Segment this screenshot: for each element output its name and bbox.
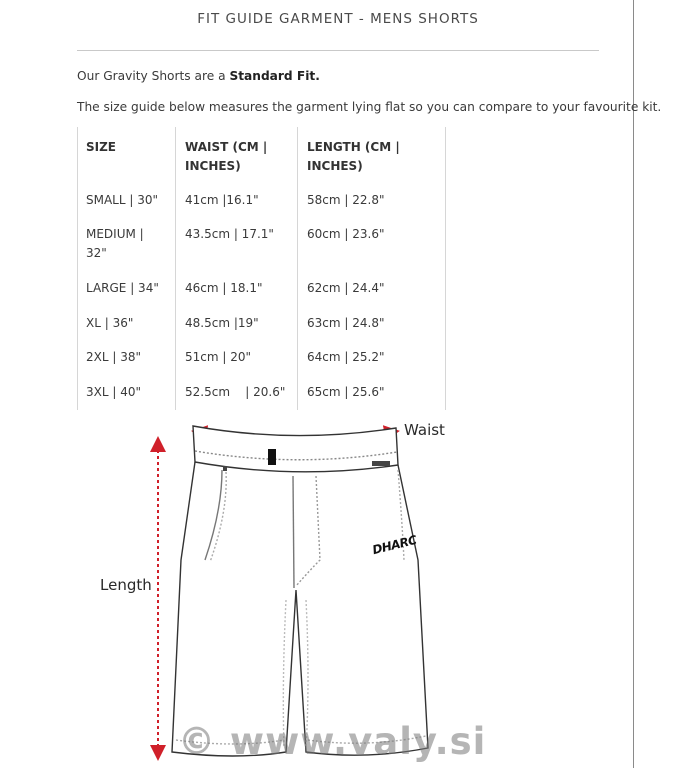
table-cell-waist: 48.5cm |19" [185,316,259,330]
intro-prefix: Our Gravity Shorts are a [77,69,230,83]
waistband-logo [372,461,390,466]
intro-fit-type: Standard Fit. [229,69,320,83]
table-cell-size: 2XL | 38" [86,350,142,364]
table-cell-waist: 41cm |16.1" [185,193,259,207]
table-cell-size: 3XL | 40" [86,385,142,399]
table-cell-length: 65cm | 25.6" [307,385,385,399]
waist-tab [268,449,276,465]
table-cell-waist: 43.5cm | 17.1" [185,227,274,241]
intro-guide-line: The size guide below measures the garment lying flat so you can compare to your favourite kit. [77,100,662,114]
watermark: © www.valy.si [178,720,487,763]
table-cell-length: 62cm | 24.4" [307,281,385,295]
table-cell-waist: 52.5cm | 20.6" [185,385,286,399]
table-cell-size: SMALL | 30" [86,193,159,207]
waist-label: Waist [404,421,445,439]
table-cell-size: XL | 36" [86,316,134,330]
brand-logo-text: DHARC [370,532,418,558]
page-title: FIT GUIDE GARMENT - MENS SHORTS [197,11,479,27]
header-size: SIZE [86,140,117,154]
table-cell-waist: 51cm | 20" [185,350,252,364]
shorts-outline-icon [172,426,428,756]
table-cell-length: 60cm | 23.6" [307,227,385,241]
table-cell-length: 58cm | 22.8" [307,193,385,207]
table-cell-length: 64cm | 25.2" [307,350,385,364]
table-cell-length: 63cm | 24.8" [307,316,385,330]
header-length: LENGTH (CM | INCHES) [307,140,400,173]
table-cell-size: MEDIUM | 32" [86,227,144,260]
header-waist: WAIST (CM | INCHES) [185,140,268,173]
pocket-rivet [223,466,227,471]
length-label: Length [100,576,152,594]
table-cell-size: LARGE | 34" [86,281,159,295]
table-cell-waist: 46cm | 18.1" [185,281,263,295]
